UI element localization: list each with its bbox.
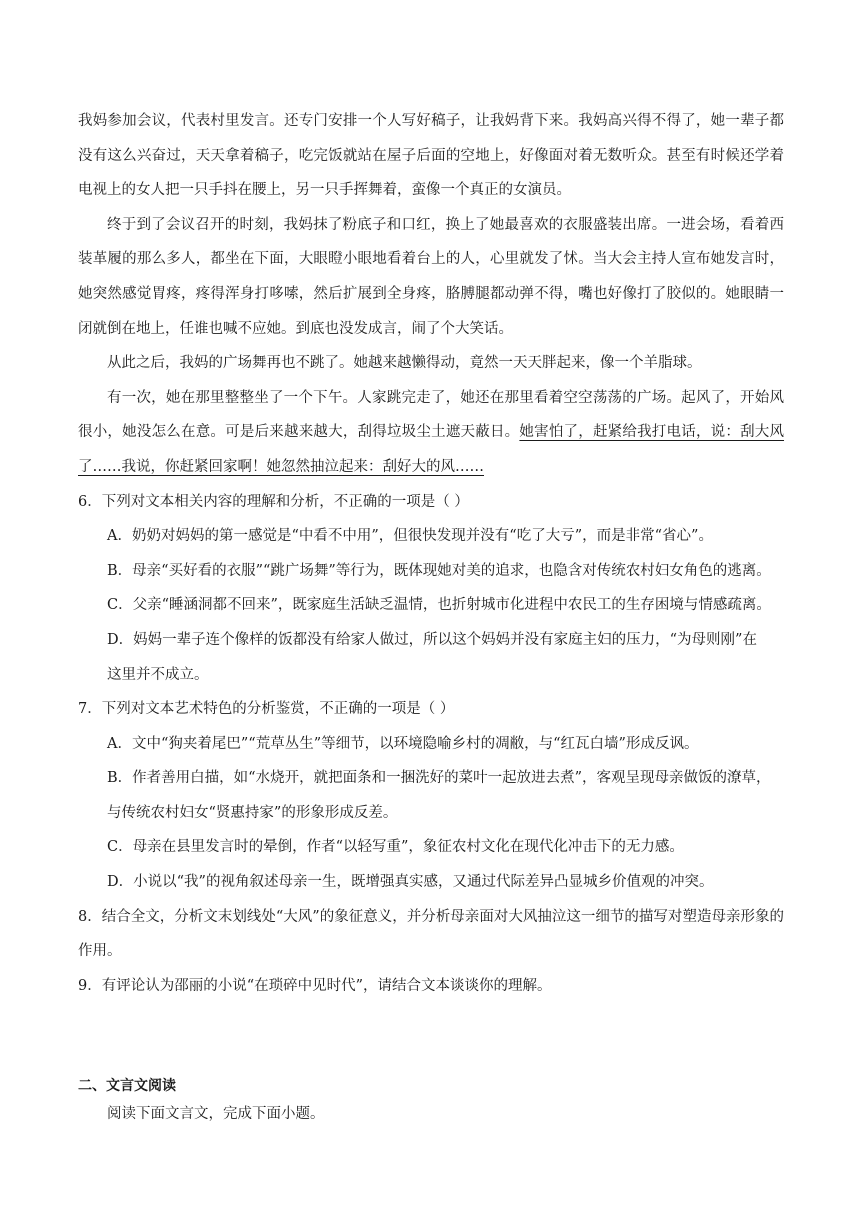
question-6-option-c: C．父亲“睡涵洞都不回来”，既家庭生活缺乏温情，也折射城市化进程中农民工的生存困境与情感疏离。: [107, 597, 771, 614]
question-6-option-d-line-2: 这里并不成立。: [107, 666, 209, 683]
passage-paragraph-1: 我妈参加会议，代表村里发言。还专门安排一个人写好稿子，让我妈背下来。我妈高兴得不得了，她一辈子都没有这么兴奋过，天天拿着稿子，吃完饭就站在屋子后面的空地上，好像面对着无数听众。甚至有时候还学着电视上的女人把一只手抖在腰上，另一只手挥舞着，蛮像一个真正的女演员。: [78, 113, 784, 199]
question-9: 9．有评论认为邵丽的小说“在琐碎中见时代”，请结合文本谈谈你的理解。: [78, 977, 552, 994]
question-7-stem: 7．下列对文本艺术特色的分析鉴赏，不正确的一项是（ ）: [78, 701, 455, 718]
question-6-option-d-line-1: D．妈妈一辈子连个像样的饭都没有给家人做过，所以这个妈妈并没有家庭主妇的压力，“为母则刚”在: [107, 631, 757, 648]
question-7-option-c: C．母亲在县里发言时的晕倒，作者“以轻写重”，象征农村文化在现代化冲击下的无力感。: [107, 839, 684, 856]
passage-paragraph-4: [78, 381, 784, 485]
section-2-title: 二、文言文阅读: [78, 1078, 176, 1095]
underlined-passage: 她害怕了，赶紧给我打电话，说：刮大风了……我说，你赶紧回家啊！她忽然抽泣起来：刮好大的风……: [78, 424, 785, 475]
section-2-instruction: 阅读下面文言文，完成下面小题。: [107, 1106, 325, 1123]
question-7-option-b-line-1: B．作者善用白描，如“水烧开，就把面条和一捆洗好的菜叶一起放进去煮”，客观呈现母亲做饭的潦草，: [107, 770, 771, 787]
question-6-option-a: A．奶奶对妈妈的第一感觉是“中看不中用”，但很快发现并没有“吃了大亏”，而是非常“省心”。: [107, 528, 713, 545]
passage-paragraph-4-text: 有一次，她在那里整整坐了一个下午。人家跳完走了，她还在那里看着空空荡荡的广场。起风了，开始风很小，她没怎么在意。可是后来越来越大，刮得垃圾尘土遮天蔽日。: [78, 389, 784, 441]
question-7-option-b-line-2: 与传统农村妇女“贤惠持家”的形象形成反差。: [107, 804, 398, 821]
page-content: [78, 104, 784, 1128]
question-7-option-d: D．小说以“我”的视角叙述母亲一生，既增强真实感，又通过代际差异凸显城乡价值观的冲突。: [107, 874, 714, 891]
question-6-option-d: [78, 623, 784, 692]
question-8: 8．结合全文，分析文末划线处“大风”的象征意义，并分析母亲面对大风抽泣这一细节的描写对塑造母亲形象的作用。: [78, 908, 784, 960]
passage-paragraph-3: 从此之后，我妈的广场舞再也不跳了。她越来越懒得动，竟然一天天胖起来，像一个羊脂球。: [107, 355, 702, 372]
question-6-option-b: B．母亲“买好看的衣服”“跳广场舞”等行为，既体现她对美的追求，也隐含对传统农村妇女角色的逃离。: [107, 562, 771, 579]
passage-paragraph-2: 终于到了会议召开的时刻，我妈抹了粉底子和口红，换上了她最喜欢的衣服盛装出席。一进会场，看着西装革履的那么多人，都坐在下面，大眼瞪小眼地看着台上的人，心里就发了怵。当大会主持人宣布她发言时，她突然感觉胃疼，疼得浑身打哆嗦，然后扩展到全身疼，胳膊腿都动弹不得，嘴也好像打了胶似的。她眼睛一闭就倒在地上，任谁也喊不应她。到底也没发成言，闹了个大笑话。: [78, 216, 784, 337]
question-7-option-a: A．文中“狗夹着尾巴”“荒草丛生”等细节，以环境隐喻乡村的凋敝，与“红瓦白墙”形成反讽。: [107, 735, 699, 752]
answer-space: [78, 1003, 784, 1072]
question-7-option-b: [78, 761, 784, 830]
question-6-stem: 6．下列对文本相关内容的理解和分析，不正确的一项是（ ）: [78, 493, 469, 510]
